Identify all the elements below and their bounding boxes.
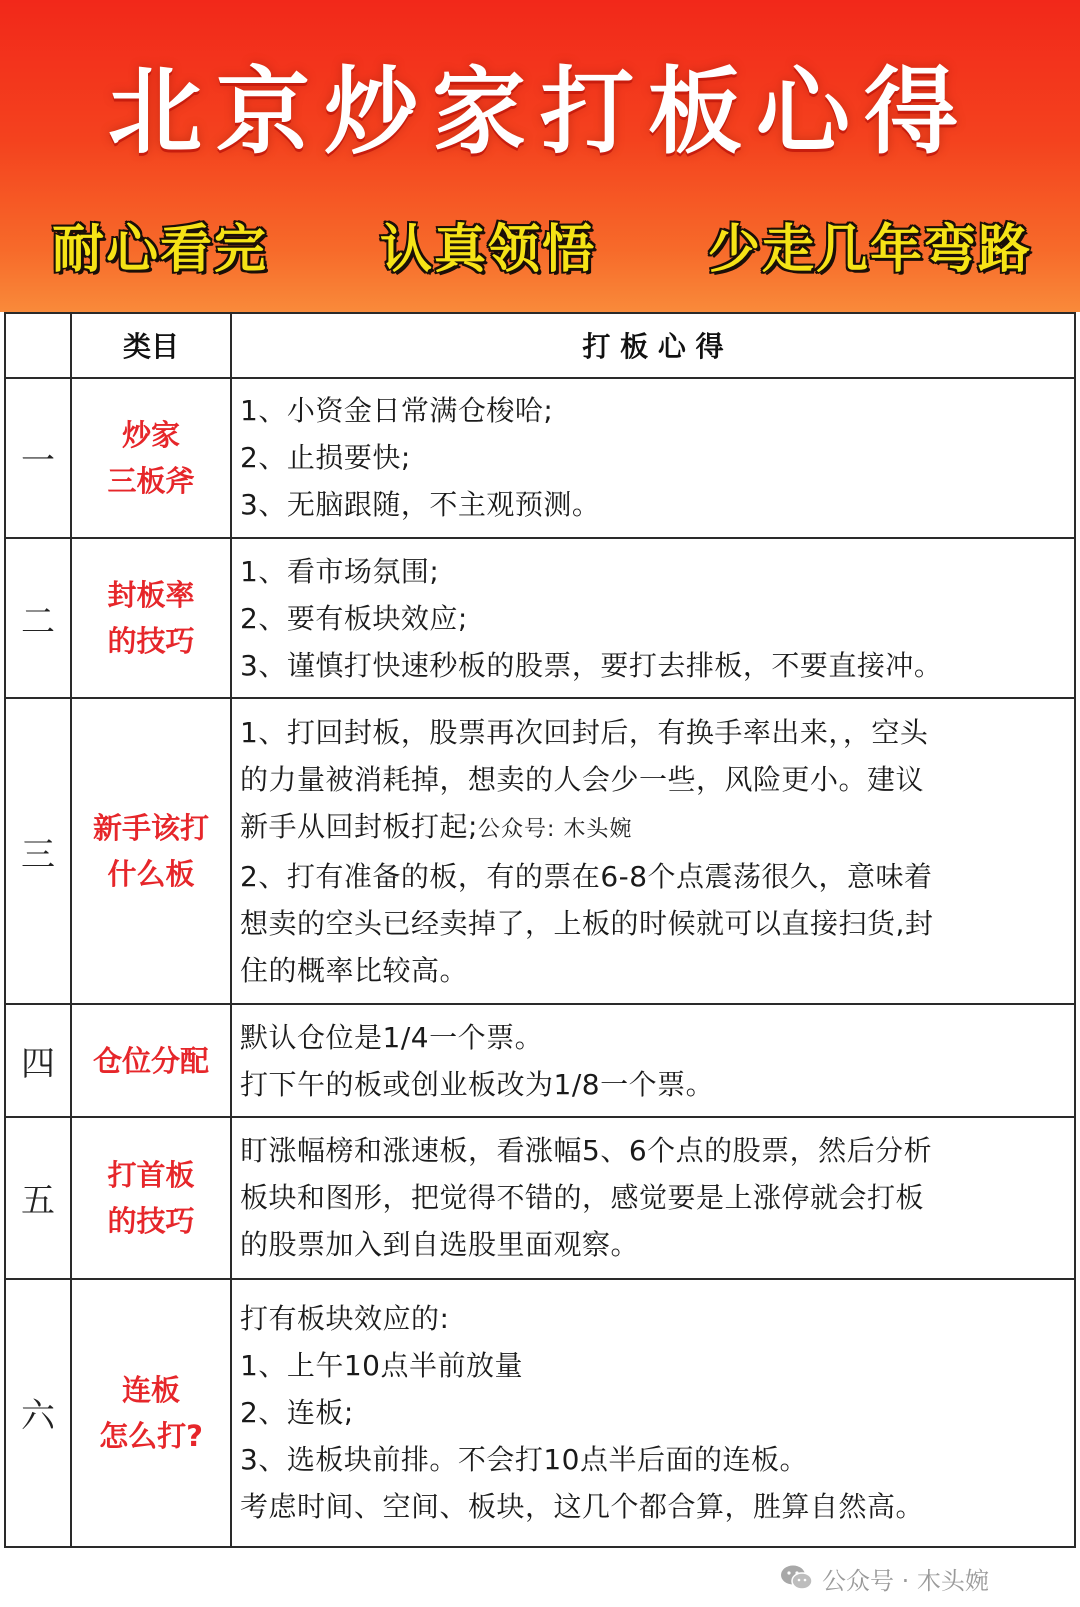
footer-text: 公众号 · 木头婉 bbox=[822, 1566, 989, 1595]
row-category bbox=[71, 698, 231, 1004]
content-line: 1、看市场氛围; bbox=[240, 554, 440, 588]
watermark-text: 公众号: 木头婉 bbox=[477, 816, 633, 842]
content-line: 的股票加入到自选股里面观察。 bbox=[240, 1228, 640, 1262]
row-number: 五 bbox=[5, 1117, 71, 1278]
content-line: 2、连板; bbox=[240, 1396, 354, 1430]
category-line: 三板斧 bbox=[107, 463, 195, 498]
content-line: 住的概率比较高。 bbox=[240, 953, 469, 987]
content-line: 打下午的板或创业板改为1/8一个票。 bbox=[240, 1067, 715, 1101]
category-line: 打首板 bbox=[107, 1157, 195, 1192]
content-line: 默认仓位是1/4一个票。 bbox=[240, 1020, 544, 1054]
row-number: 一 bbox=[5, 378, 71, 538]
category-line: 封板率 bbox=[107, 578, 195, 613]
content-line: 1、打回封板，股票再次回封后，有换手率出来，，空头 bbox=[240, 715, 929, 749]
table-row bbox=[5, 538, 1075, 698]
content-line: 1、小资金日常满仓梭哈; bbox=[240, 394, 554, 428]
page-title: 北京炒家打板心得 bbox=[107, 58, 972, 167]
row-category bbox=[71, 378, 231, 538]
header-content: 打 板 心 得 bbox=[231, 313, 1075, 378]
content-line: 3、选板块前排。不会打10点半后面的连板。 bbox=[240, 1443, 808, 1477]
row-number: 二 bbox=[5, 538, 71, 698]
row-category bbox=[71, 1117, 231, 1278]
content-line: 1、上午10点半前放量 bbox=[240, 1349, 523, 1383]
content-line: 的力量被消耗掉，想卖的人会少一些，风险更小。建议 bbox=[240, 762, 925, 796]
header-category: 类目 bbox=[71, 313, 231, 378]
table-row bbox=[5, 1279, 1075, 1547]
row-content bbox=[231, 378, 1075, 538]
category-line: 什么板 bbox=[107, 857, 195, 892]
content-line: 2、要有板块效应; bbox=[240, 601, 468, 635]
row-content bbox=[231, 698, 1075, 1004]
row-content bbox=[231, 538, 1075, 698]
row-number: 三 bbox=[5, 698, 71, 1004]
content-line: 板块和图形，把觉得不错的，感觉要是上涨停就会打板 bbox=[240, 1181, 925, 1215]
table-header-row bbox=[5, 313, 1075, 378]
category-line: 的技巧 bbox=[107, 1203, 195, 1238]
content-line: 3、谨慎打快速秒板的股票，要打去排板，不要直接冲。 bbox=[240, 648, 943, 682]
table-row bbox=[5, 378, 1075, 538]
slogan-row bbox=[52, 212, 1032, 288]
category-line: 炒家 bbox=[121, 417, 180, 452]
table-row bbox=[5, 1117, 1075, 1278]
row-content bbox=[231, 1279, 1075, 1547]
slogan-3: 少走几年弯路 bbox=[707, 220, 1032, 280]
content-line: 3、无脑跟随，不主观预测。 bbox=[240, 488, 601, 522]
row-category bbox=[71, 538, 231, 698]
slogan-1: 耐心看完 bbox=[52, 220, 269, 280]
content-line: 2、止损要快; bbox=[240, 441, 411, 475]
row-category bbox=[71, 1279, 231, 1547]
table-row bbox=[5, 698, 1075, 1004]
content-line: 盯涨幅榜和涨速板，看涨幅5、6个点的股票，然后分析 bbox=[240, 1134, 933, 1168]
wechat-icon bbox=[780, 1564, 814, 1592]
content-text: 新手从回封板打起; bbox=[240, 809, 478, 843]
category-line: 怎么打? bbox=[99, 1418, 203, 1453]
category-line: 的技巧 bbox=[107, 624, 195, 659]
tips-table bbox=[4, 312, 1076, 1548]
content-line: 考虑时间、空间、板块，这几个都合算，胜算自然高。 bbox=[240, 1490, 925, 1524]
row-content bbox=[231, 1117, 1075, 1278]
category-line: 仓位分配 bbox=[92, 1043, 209, 1078]
content-line: 打有板块效应的: bbox=[240, 1302, 450, 1336]
row-number: 四 bbox=[5, 1004, 71, 1117]
content-line: 2、打有准备的板，有的票在6-8个点震荡很久，意味着 bbox=[240, 859, 933, 893]
slogan-2: 认真领悟 bbox=[379, 220, 596, 280]
content-line: 想卖的空头已经卖掉了，上板的时候就可以直接扫货,封 bbox=[240, 906, 934, 940]
footer-watermark bbox=[780, 1558, 989, 1598]
row-number: 六 bbox=[5, 1279, 71, 1547]
row-category bbox=[71, 1004, 231, 1117]
title-banner bbox=[0, 0, 1080, 312]
content-line bbox=[240, 803, 1066, 853]
category-line: 连板 bbox=[121, 1372, 180, 1407]
table-row bbox=[5, 1004, 1075, 1117]
header-num-cell bbox=[5, 313, 71, 378]
row-content bbox=[231, 1004, 1075, 1117]
category-line: 新手该打 bbox=[92, 811, 209, 846]
